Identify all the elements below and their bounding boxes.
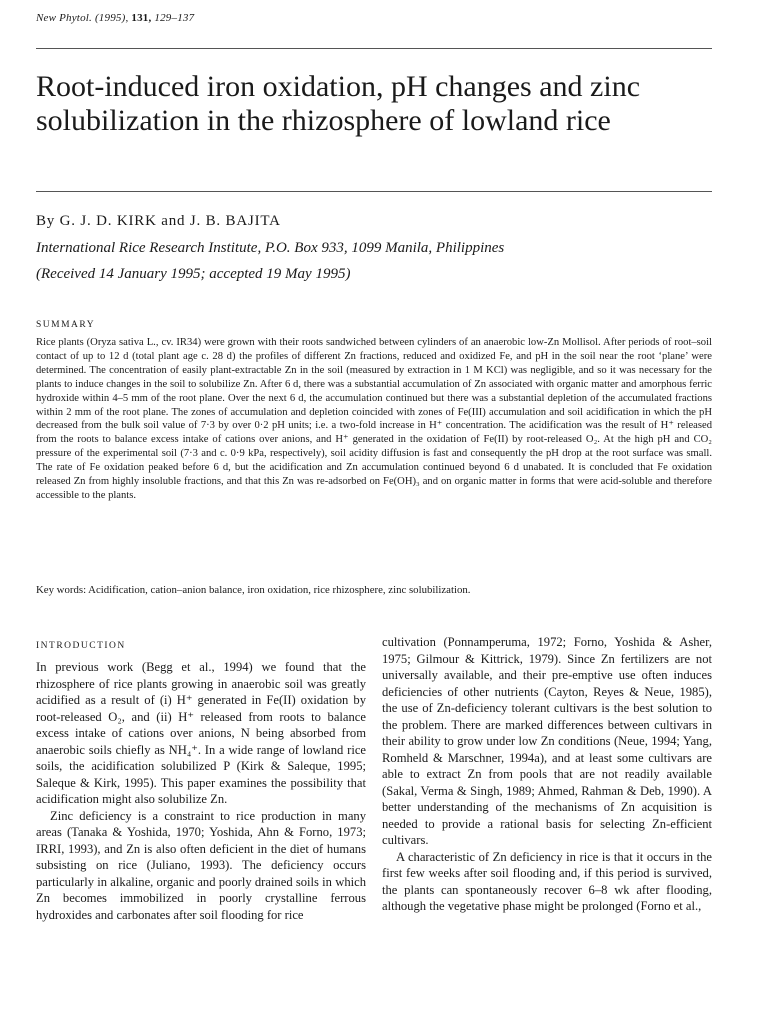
journal-volume: 131,	[131, 12, 152, 24]
left-column	[36, 659, 366, 923]
intro-paragraph-2: Zinc deficiency is a constraint to rice production in many areas (Tanaka & Yoshida, 1970; Yoshida, Ahn & Forno, 1973; IRRI, 1993), and Zn is also often deficient in the diet of humans subsisting on rice (Juliano, 1993). The deficiency occurs particularly in alkaline, organic and poorly drained soils in which Zn becomes immobilized in poorly crystalline ferrous hydroxides and carbonates after soil flooding for rice	[36, 808, 366, 922]
journal-pages: 129–137	[154, 12, 195, 24]
affiliation: International Rice Research Institute, P.O. Box 933, 1099 Manila, Philippines	[36, 240, 505, 256]
journal-name: New Phytol.	[36, 12, 92, 24]
paper-title: Root-induced iron oxidation, pH changes and zinc solubilization in the rhizosphere of lowland rice	[36, 70, 641, 137]
introduction-heading: INTRODUCTION	[36, 641, 126, 651]
intro-paragraph-1: In previous work (Begg et al., 1994) we found that the rhizosphere of rice plants growing in anaerobic soil was greatly acidified as a result of (i) H⁺ generated in Fe(II) oxidation by root-released O₂, and (ii) H⁺ released from roots to balance excess intake of cations over anions, N being absorbed from anaerobic soils chiefly as NH₄⁺. In a wide range of lowland rice soils, the acidification solubilized P (Kirk & Saleque, 1995; Saleque & Kirk, 1995). This paper examines the possibility that acidification might also solubilize Zn.	[36, 660, 366, 806]
right-column	[382, 634, 712, 915]
title-rule	[36, 191, 712, 192]
summary-heading: SUMMARY	[36, 320, 96, 330]
summary-text: Rice plants (Oryza sativa L., cv. IR34) were grown with their roots sandwiched between cylinders of an anaerobic low-Zn Mollisol. After periods of root–soil contact of up to 12 d (total plant age c. 28 d) the profiles of different Zn fractions, reduced and oxidized Fe, and pH in the soil near the root ‘plane’ were determined. The concentration of easily plant-extractable Zn in the soil (measured by extraction in 1 M KCl) was negligible, and so it was necessary for the plants to induce changes in the soil to solubilize Zn. After 6 d, there was a substantial accumulation of Zn associated with organic matter and amorphous ferric hydroxide within 4–5 mm of the root plane. Over the next 6 d, the accumulation continued but there was a substantial depletion of the accumulated fractions within 2 mm of the root plane. The zones of accumulation and depletion coincided with zones of Fe(III) accumulation and soil acidification in which the pH decreased from the bulk soil value of 7·3 by over 0·2 pH units; i.e. a two-fold increase in H⁺ concentration. The acidification was the result of H⁺ released from the roots to balance excess intake of cations over anions, and H⁺ generated in the oxidation of Fe(II) by root-released O₂. At the high pH and CO₂ pressure of the experimental soil (7·3 and c. 0·9 kPa, respectively), soil acidity diffusion is fast and consequently the pH drop at the root surface was small. The rate of Fe oxidation peaked before 6 d, but the acidification and Zn accumulation continued beyond 6 d unabated. It is concluded that Fe oxidation released Zn from highly insoluble fractions, and that this Zn was re-adsorbed on Fe(OH)₃ and on organic matter in forms that were acid-soluble and therefore accessible to the plants.	[36, 337, 712, 501]
intro-paragraph-2-cont: cultivation (Ponnamperuma, 1972; Forno, Yoshida & Asher, 1975; Gilmour & Kittrick, 1979). Since Zn fertilizers are not universally available, and their pre-emptive use often induces deficiencies of other nutrients (Cayton, Reyes & Neue, 1985), the use of Zn-deficiency tolerant cultivars is the best solution to the problem. There are marked differences between cultivars in their ability to grow under low Zn conditions (Neue, 1994; Yang, Romheld & Marschner, 1994a), and at least some cultivars are able to extract Zn from pools that are not readily available (Sakal, Verma & Singh, 1989; Ahmed, Rahman & Deb, 1990). A better understanding of the mechanisms of Zn acquisition is needed to provide a rational basis for selecting Zn-efficient cultivars.	[382, 635, 712, 847]
journal-year: (1995),	[94, 12, 129, 24]
intro-paragraph-3: A characteristic of Zn deficiency in rice is that it occurs in the first few weeks after soil flooding and, if this period is survived, the plants can spontaneously recover 6–8 wk after flooding, although the vegetative phase might be prolonged (Forno et al.,	[382, 849, 712, 913]
keywords: Key words: Acidification, cation–anion balance, iron oxidation, rice rhizosphere, zinc solubilization.	[36, 584, 471, 596]
top-rule	[36, 48, 712, 49]
received-dates: (Received 14 January 1995; accepted 19 May 1995)	[36, 266, 351, 282]
author-byline: By G. J. D. KIRK and J. B. BAJITA	[36, 213, 281, 229]
running-head	[36, 12, 194, 24]
